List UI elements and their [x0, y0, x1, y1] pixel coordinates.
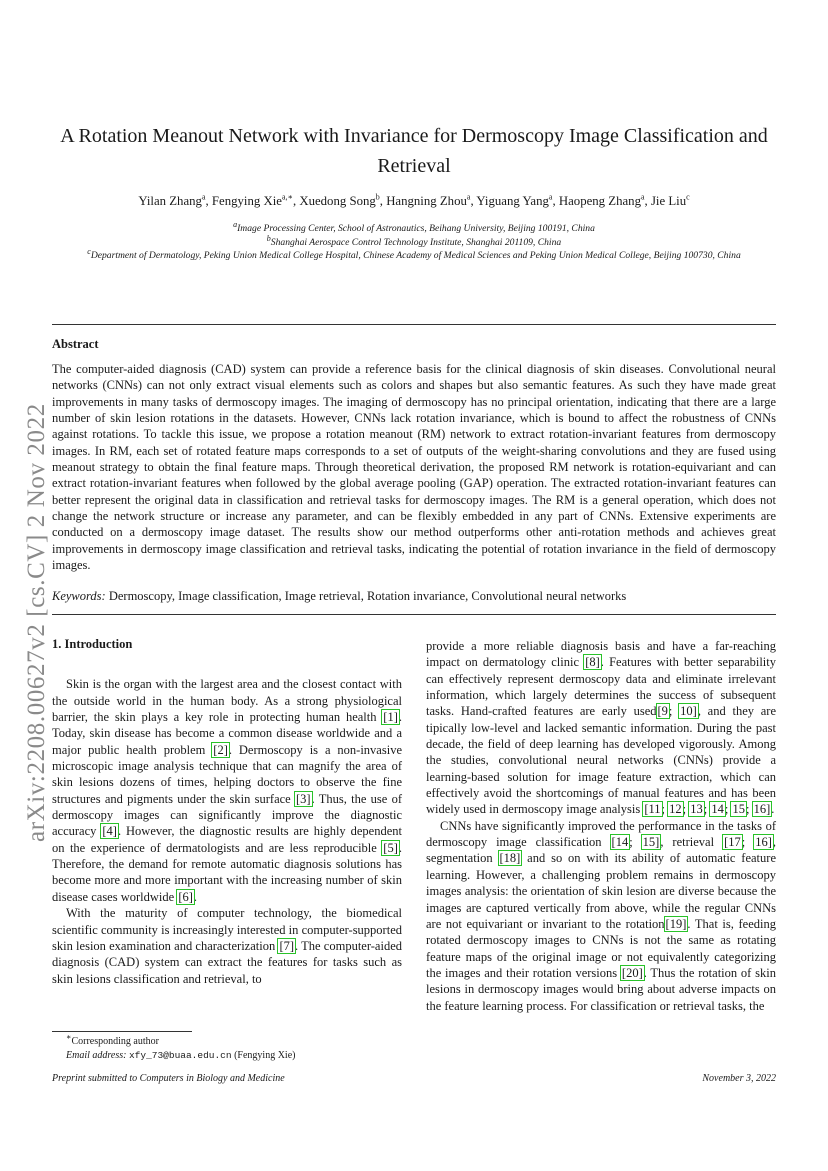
author-name: Jie Liu [650, 194, 687, 208]
footer-date: November 3, 2022 [702, 1073, 776, 1084]
keywords-line [52, 588, 776, 604]
email-owner: (Fengying Xie) [234, 1050, 296, 1061]
author-name: Yiguang Yang [476, 194, 549, 208]
body-paragraph: Skin is the organ with the largest area and the closest contact with the outside world in the human body. As a strong physiological barrier, the skin plays a key role in protecting human health [1]. Today, skin disease has become a common disease worldwide and a major public health problem [2]. Dermoscopy is a non-invasive microscopic image analysis technique that can magnify the area of skin lesions dozens of times, helping doctors to observe the fine structures and pigments under the skin surface [3]. Thus, the use of dermoscopy images can significantly improve the diagnostic accuracy [4]. However, the diagnostic results are highly dependent on the experience of dermatologists and are less reproducible [5]. Therefore, the demand for remote automatic diagnosis solutions has become more and more important with the increasing number of skin disease cases worldwide [6]. [52, 677, 403, 904]
affiliation-mark: b [266, 233, 271, 243]
citation-link[interactable]: [8] [585, 655, 600, 670]
footnote-email [52, 1049, 392, 1063]
footnote-corresponding-text: Corresponding author [71, 1036, 159, 1047]
citation-link[interactable]: [18] [499, 851, 521, 866]
footer-journal: Preprint submitted to Computers in Biology and Medicine [52, 1073, 285, 1084]
citation-link[interactable]: [19] [665, 916, 687, 931]
abstract-text: The computer-aided diagnosis (CAD) system can provide a reference basis for the clinical diagnosis of skin diseases. Convolutional neural networks (CNNs) can not only extract visual elements such as colors and shapes but also semantic features. As such they have made great improvements in many tasks of dermoscopy images. The imaging of dermoscopy has no principal orientation, indicating that there are a large number of skin lesion rotations in the datasets. However, CNNs lack rotation invariance, which is bound to affect the robustness of CNNs against rotations. To tackle this issue, we propose a rotation meanout (RM) network to extract rotation-invariant features from dermoscopy images. In RM, each set of rotated feature maps corresponds to a set of outputs of the weight-sharing convolutions and they are fused using meanout strategy to obtain the final feature maps. Through theoretical derivation, the proposed RM network is rotation-equivariant and can extract rotation-invariant features when followed by the global average pooling (GAP) operation. The extracted rotation-invariant features can better represent the original data in classification and retrieval tasks for dermoscopy images. The RM is a general operation, which does not change the network structure or increase any parameter, and can be flexibly embedded in any part of CNNs. Extensive experiments are conducted on a dermoscopy image dataset. The results show our method outperforms other anti-rotation methods and achieves great improvements in dermoscopy image classification and retrieval tasks, indicating the potential of rotation invariance in the field of dermoscopy images. [52, 362, 776, 573]
citation-link[interactable]: 13 [690, 802, 703, 817]
citation-link[interactable]: 16] [755, 835, 772, 850]
right-column [426, 638, 776, 1014]
author-affiliation-mark: c [686, 192, 690, 202]
author-affiliation-mark: a,∗ [281, 192, 293, 202]
author-affiliation-mark: a [548, 192, 553, 202]
author-name: Xuedong Song [299, 194, 376, 208]
author-affiliation-mark: a [201, 192, 206, 202]
citation-link[interactable]: [9 [657, 704, 668, 719]
citation-link[interactable]: [1] [383, 710, 398, 725]
body-paragraph: CNNs have significantly improved the performance in the tasks of dermoscopy image classification [14; 15], retrieval [17; 16], segmentation [18] and so on with its ability of automatic feature learning. However, a challenging problem remains in dermoscopy images analysis: the orientation of skin lesion are diverse because the images are captured vertically from above, while the regular CNNs are not equivariant or invariant to the rotation[19]. That is, feeding rotated dermoscopy images to CNNs is not the same as rotating feature maps of the original image or not equivalently categorizing the images and their rotation versions [20]. Thus the rotation of skin lesions in dermoscopy images would bring about adverse impacts on the feature learning process. For classification or retrieval tasks, the [426, 818, 776, 1013]
affiliation-line: $^c$Department of Dermatology, Peking Union Medical College Hospital, Chinese Academy of Medical Sciences and Peking Union Medical College, Beijing 100730, China [87, 246, 741, 261]
citation-link[interactable]: [2] [213, 742, 228, 757]
left-column [52, 636, 402, 987]
author-name: Yilan Zhang [138, 194, 202, 208]
citation-link[interactable]: 15] [642, 835, 660, 850]
affiliation-line: $^a$Image Processing Center, School of Astronautics, Beihang University, Beijing 100191, China [233, 219, 595, 234]
author-affiliation-mark: b [375, 192, 380, 202]
citation-link[interactable]: [11 [644, 802, 661, 817]
citation-link[interactable]: [14 [611, 835, 629, 850]
abstract-top-rule [52, 324, 776, 325]
citation-link[interactable]: 14 [711, 802, 724, 817]
arxiv-side-stamp: arXiv:2208.00627v2 [cs.CV] 2 Nov 2022 [23, 403, 50, 842]
author-name: Haopeng Zhang [558, 194, 641, 208]
author-name: Fengying Xie [211, 194, 282, 208]
citation-link[interactable]: 15 [732, 802, 745, 817]
citation-link[interactable]: 10] [680, 704, 697, 719]
footnote [52, 1032, 392, 1063]
author-affiliation-mark: a [466, 192, 471, 202]
citation-link[interactable]: [20] [621, 965, 643, 980]
author-affiliation-mark: a [640, 192, 645, 202]
email-address: xfy_73@buaa.edu.cn [128, 1050, 232, 1061]
email-label: Email address: [66, 1050, 127, 1061]
citation-link[interactable]: [5] [383, 840, 398, 855]
keywords-text: Dermoscopy, Image classification, Image retrieval, Rotation invariance, Convolutional neural networks [108, 589, 627, 603]
footnote-rule [52, 1031, 192, 1032]
affiliation-line: $^b$Shanghai Aerospace Control Technology Institute, Shanghai 201109, China [266, 233, 562, 248]
footnote-corresponding [52, 1032, 392, 1049]
citation-link[interactable]: [7] [279, 938, 295, 953]
affiliation-mark: c [87, 246, 91, 256]
abstract-heading: Abstract [52, 337, 99, 351]
author-list: Yilan Zhang$^a$, Fengying Xie$^{a,∗}$, Xuedong Song$^b$, Hangning Zhou$^a$, Yiguang Yang$^a$, Haopeng Zhang$^a$, Jie Liu$^c$ [138, 192, 690, 208]
author-name: Hangning Zhou [386, 194, 467, 208]
affiliation-list [52, 219, 776, 263]
paper-title: A Rotation Meanout Network with Invariance for Dermoscopy Image Classification and Retrieval [60, 125, 768, 177]
citation-link[interactable]: [3] [295, 791, 311, 806]
body-paragraph: provide a more reliable diagnosis basis and have a far-reaching impact on dermatology clinic [8]. Features with better separability can effectively represent dermoscopy data and eliminate irrelevant information, which largely determines the success of subsequent tasks. Hand-crafted features are early used[9; 10], and they are tipically low-level and lacked semantic information. During the past decade, the field of deep learning has developed vigorously. Among the studies, convolutional neural networks (CNNs) provide a learning-based solution for image feature extraction, which can effectively avoid the shortcomings of manual features and has been widely used in dermoscopy image analysis [11; 12; 13; 14; 15; 16]. [426, 639, 776, 817]
affiliation-mark: a [233, 219, 238, 229]
keywords-label: Keywords: [52, 589, 106, 603]
citation-link[interactable]: [4] [102, 824, 117, 839]
section-heading-introduction: 1. Introduction [52, 637, 133, 651]
footnote-star: ∗ [66, 1032, 72, 1042]
citation-link[interactable]: 16] [753, 802, 771, 817]
abstract-bottom-rule [52, 614, 776, 615]
body-paragraph: With the maturity of computer technology, the biomedical scientific community is increasingly interested in computer-supported skin lesion examination and characterization [7]. The computer-aided diagnosis (CAD) system can extract the features for tasks such as skin lesions classification and retrieval, to [52, 906, 402, 986]
citation-link[interactable]: [17 [724, 835, 741, 850]
citation-link[interactable]: [6] [178, 889, 193, 904]
citation-link[interactable]: 12 [669, 802, 682, 817]
